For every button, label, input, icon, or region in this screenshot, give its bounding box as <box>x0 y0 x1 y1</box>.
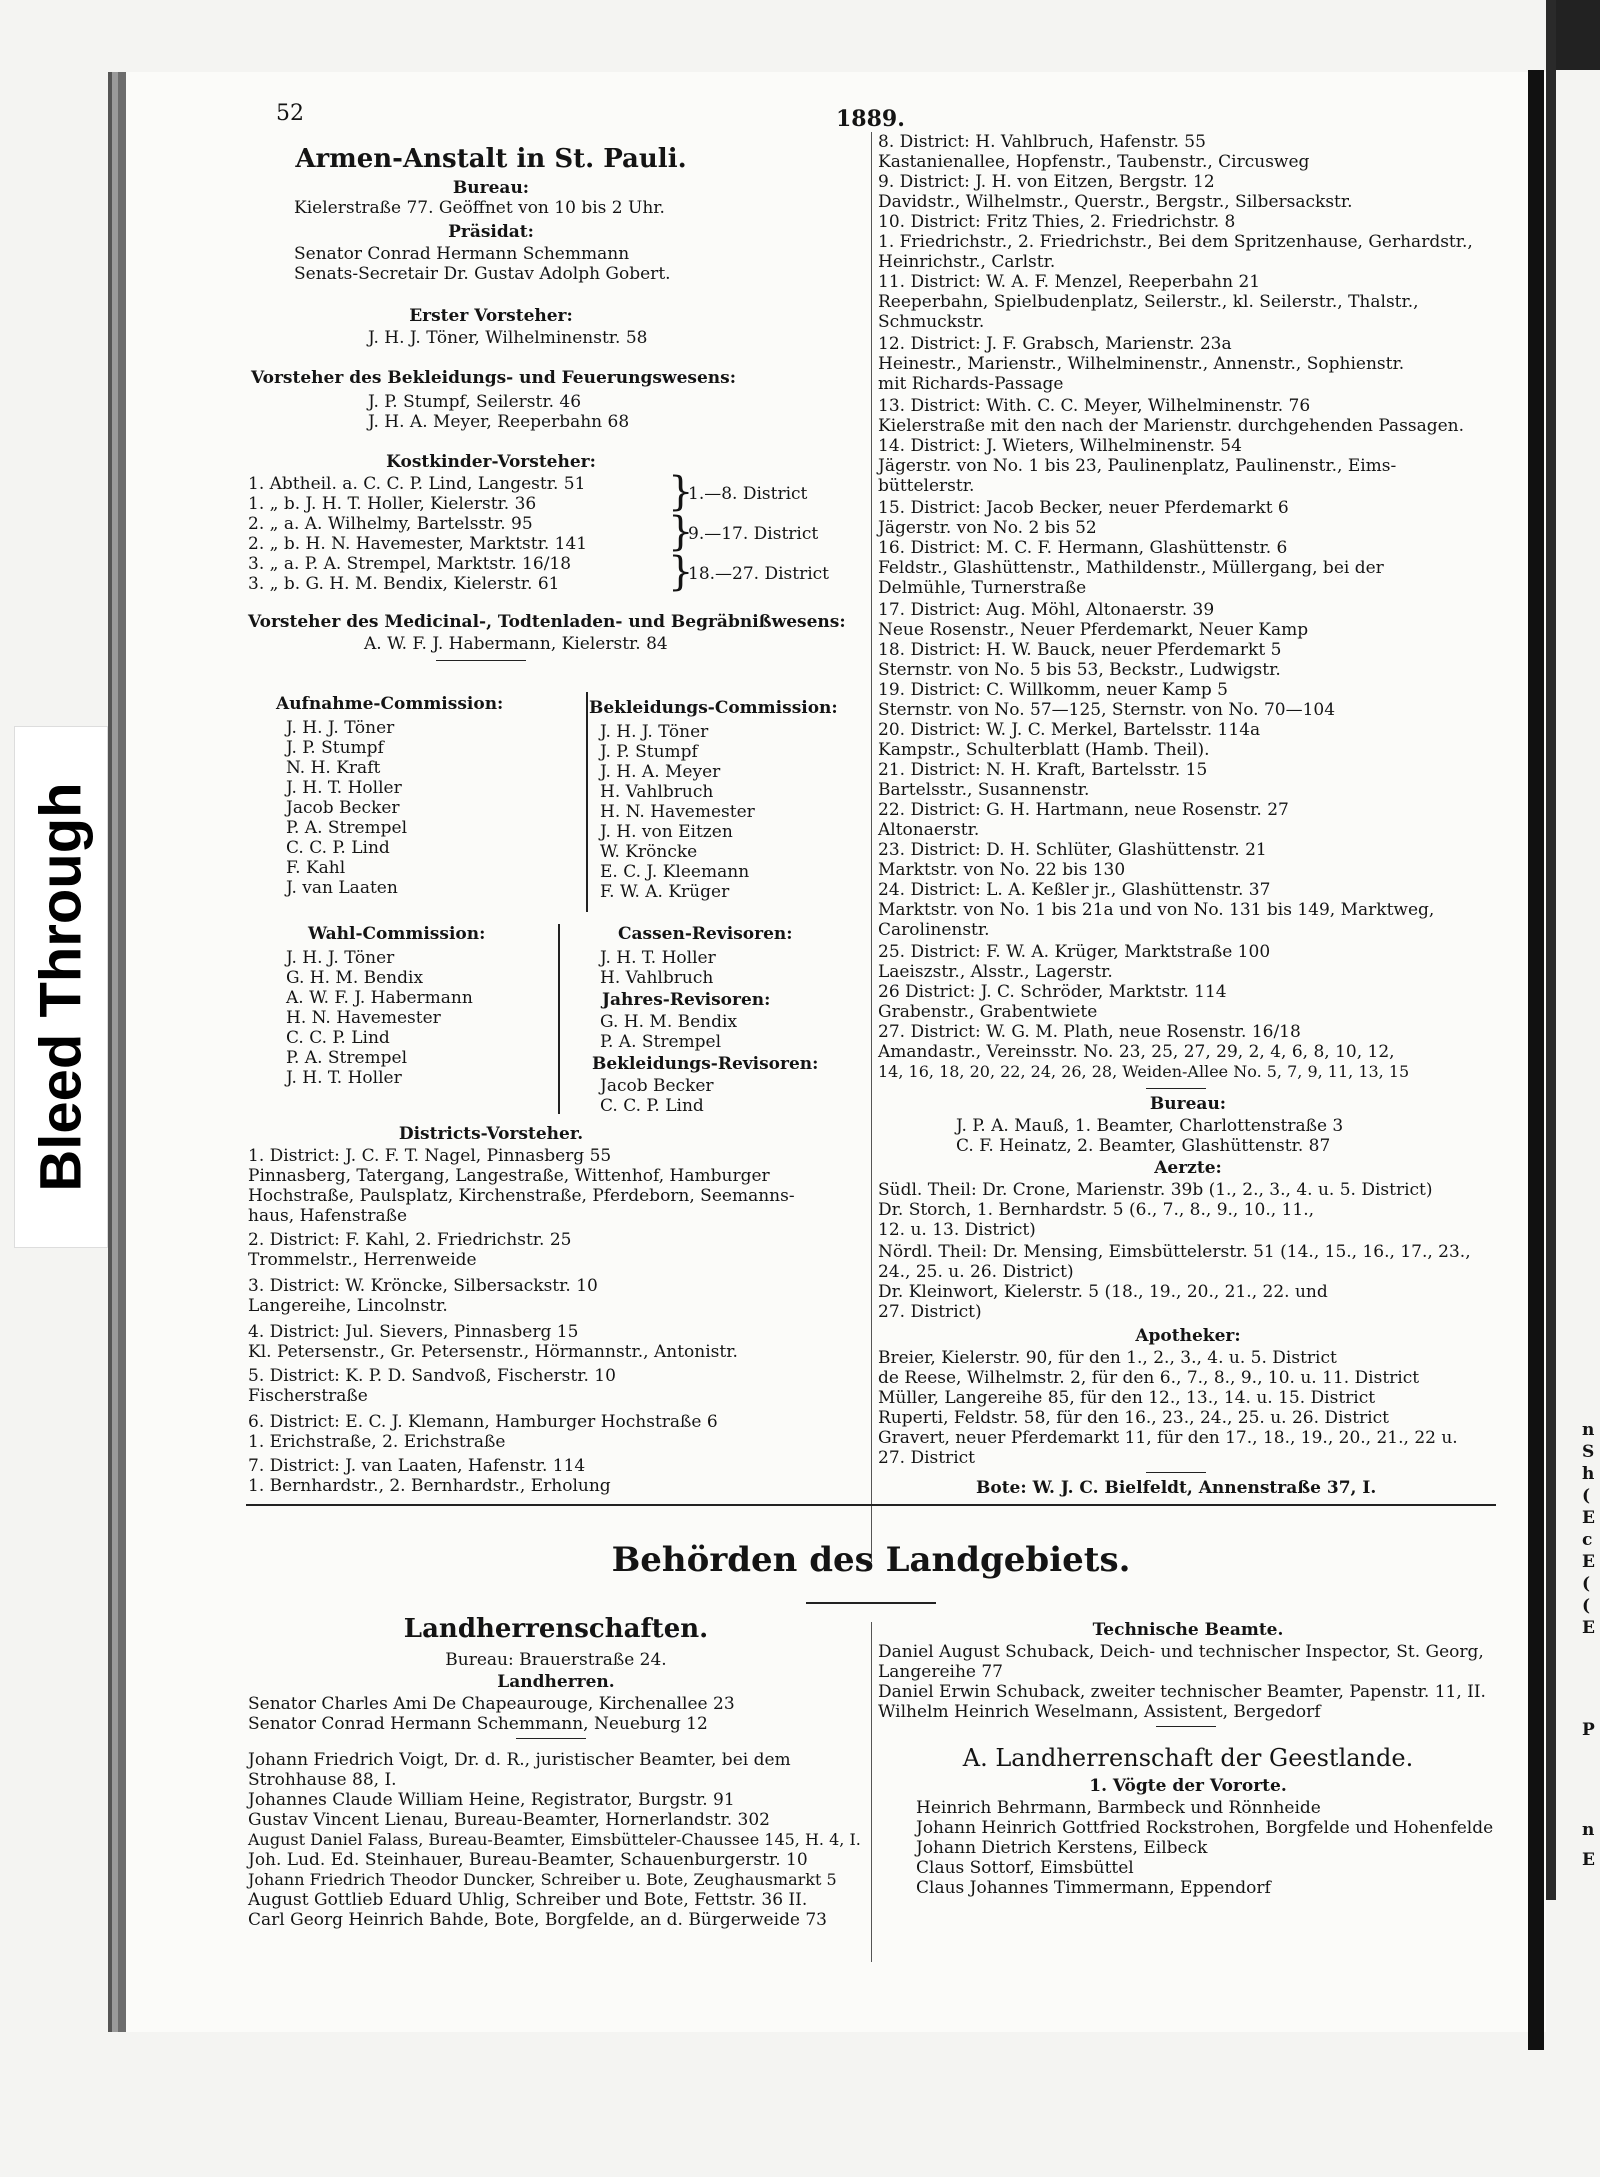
margin-fragment: ( <box>1582 1574 1591 1594</box>
medicinal-heading: Vorsteher des Medicinal-, Todtenladen- und Begräbnißwesens: <box>248 612 846 632</box>
district-line: Heinrichstr., Carlstr. <box>878 252 1056 272</box>
section-title-landgebiet: Behörden des Landgebiets. <box>611 1540 1131 1580</box>
apotheker-line: de Reese, Wilhelmstr. 2, für den 6., 7., 8., 9., 10. u. 11. District <box>878 1368 1420 1388</box>
geestlande-heading: A. Landherrenschaft der Geestlande. <box>962 1744 1414 1772</box>
aerzte-line: Südl. Theil: Dr. Crone, Marienstr. 39b (1., 2., 3., 4. u. 5. District) <box>878 1180 1433 1200</box>
district-line: 5. District: K. P. D. Sandvoß, Fischerstr. 10 <box>248 1366 616 1386</box>
bote-line: Bote: W. J. C. Bielfeldt, Annenstraße 37, I. <box>976 1478 1377 1498</box>
staff-line: August Gottlieb Eduard Uhlig, Schreiber und Bote, Fettstr. 36 II. <box>248 1890 808 1910</box>
erster-vorsteher: J. H. J. Töner, Wilhelminenstr. 58 <box>368 328 648 348</box>
district-line: Jägerstr. von No. 1 bis 23, Paulinenplatz, Paulinenstr., Eims- <box>878 456 1397 476</box>
bekleidungs-member: F. W. A. Krüger <box>600 882 730 902</box>
district-line: Neue Rosenstr., Neuer Pferdemarkt, Neuer Kamp <box>878 620 1309 640</box>
district-line: Fischerstraße <box>248 1386 368 1406</box>
district-line: büttelerstr. <box>878 476 975 496</box>
aerzte-line: 12. u. 13. District) <box>878 1220 1036 1240</box>
bekleidungs-member: J. P. Stumpf <box>600 742 698 762</box>
district-line: 1. District: J. C. F. T. Nagel, Pinnasberg 55 <box>248 1146 612 1166</box>
aufnahme-member: J. H. T. Holler <box>286 778 402 798</box>
district-line: Marktstr. von No. 22 bis 130 <box>878 860 1126 880</box>
landherren-bureau: Bureau: Brauerstraße 24. <box>445 1650 667 1670</box>
district-line: haus, Hafenstraße <box>248 1206 408 1226</box>
landherren-heading: Landherren. <box>497 1672 615 1692</box>
district-line: 1. Bernhardstr., 2. Bernhardstr., Erholung <box>248 1476 611 1496</box>
district-line: 3. District: W. Kröncke, Silbersackstr. 10 <box>248 1276 598 1296</box>
district-line: 6. District: E. C. J. Klemann, Hamburger Hochstraße 6 <box>248 1412 718 1432</box>
aufnahme-heading: Aufnahme-Commission: <box>276 694 504 714</box>
column-divider <box>558 924 560 1114</box>
page-year: 1889. <box>836 106 905 132</box>
staff-line: Joh. Lud. Ed. Steinhauer, Bureau-Beamter, Schauenburgerstr. 10 <box>248 1850 808 1870</box>
district-line: Kampstr., Schulterblatt (Hamb. Theil). <box>878 740 1210 760</box>
district-line: 1. Friedrichstr., 2. Friedrichstr., Bei dem Spritzenhause, Gerhardstr., <box>878 232 1473 252</box>
staff-line: Johann Friedrich Theodor Duncker, Schreiber u. Bote, Zeughausmarkt 5 <box>248 1870 837 1889</box>
voegte-heading: 1. Vögte der Vororte. <box>1089 1776 1287 1796</box>
district-line: Kastanienallee, Hopfenstr., Taubenstr., Circusweg <box>878 152 1310 172</box>
wahl-commission-heading: Wahl-Commission: <box>308 924 486 944</box>
bureau-line: Kielerstraße 77. Geöffnet von 10 bis 2 Uhr. <box>294 198 665 218</box>
district-line: Sternstr. von No. 57—125, Sternstr. von No. 70—104 <box>878 700 1336 720</box>
district-line: Delmühle, Turnerstraße <box>878 578 1087 598</box>
district-line: 19. District: C. Willkomm, neuer Kamp 5 <box>878 680 1228 700</box>
erster-vorsteher-heading: Erster Vorsteher: <box>409 306 573 326</box>
district-line: Altonaerstr. <box>878 820 980 840</box>
praesidat-heading: Präsidat: <box>448 222 534 242</box>
district-line: Pinnasberg, Tatergang, Langestraße, Wittenhof, Hamburger <box>248 1166 770 1186</box>
bureau-staff: J. P. A. Mauß, 1. Beamter, Charlottenstraße 3 <box>956 1116 1344 1136</box>
kostkinder-line: 1. „ b. J. H. T. Holler, Kielerstr. 36 <box>248 494 537 514</box>
margin-fragment: E <box>1582 1552 1595 1572</box>
district-line: 14. District: J. Wieters, Wilhelminenstr. 54 <box>878 436 1242 456</box>
wahl-member: J. H. J. Töner <box>286 948 395 968</box>
margin-fragment: n <box>1582 1820 1595 1840</box>
district-line: 27. District: W. G. M. Plath, neue Rosenstr. 16/18 <box>878 1022 1301 1042</box>
district-line: Davidstr., Wilhelmstr., Querstr., Bergstr., Silbersackstr. <box>878 192 1353 212</box>
district-line: 7. District: J. van Laaten, Hafenstr. 114 <box>248 1456 586 1476</box>
district-line: 4. District: Jul. Sievers, Pinnasberg 15 <box>248 1322 579 1342</box>
page-number: 52 <box>276 101 304 126</box>
cassen-member: H. Vahlbruch <box>600 968 714 988</box>
kostkinder-line: 1. Abtheil. a. C. C. P. Lind, Langestr. 51 <box>248 474 586 494</box>
aerzte-line: Dr. Storch, 1. Bernhardstr. 5 (6., 7., 8., 9., 10., 11., <box>878 1200 1315 1220</box>
divider <box>1146 1088 1206 1089</box>
bekleidungs-member: J. H. von Eitzen <box>600 822 733 842</box>
district-line: 11. District: W. A. F. Menzel, Reeperbahn 21 <box>878 272 1261 292</box>
medicinal-line: A. W. F. J. Habermann, Kielerstr. 84 <box>364 634 668 654</box>
praesidat-line: Senats-Secretair Dr. Gustav Adolph Gobert. <box>294 264 671 284</box>
jahres-member: G. H. M. Bendix <box>600 1012 738 1032</box>
district-line: Langereihe, Lincolnstr. <box>248 1296 448 1316</box>
bekleidungs-commission-heading: Bekleidungs-Commission: <box>589 698 838 718</box>
bureau-heading-right: Bureau: <box>1149 1094 1227 1114</box>
divider <box>516 1738 586 1739</box>
aerzte-line: Nördl. Theil: Dr. Mensing, Eimsbüttelerstr. 51 (14., 15., 16., 17., 23., <box>878 1242 1471 1262</box>
district-line: 10. District: Fritz Thies, 2. Friedrichstr. 8 <box>878 212 1236 232</box>
district-line: 16. District: M. C. F. Hermann, Glashüttenstr. 6 <box>878 538 1288 558</box>
margin-fragment: c <box>1582 1530 1593 1550</box>
district-line: Feldstr., Glashüttenstr., Mathildenstr., Müllergang, bei der <box>878 558 1384 578</box>
margin-fragment: S <box>1582 1442 1595 1462</box>
aufnahme-member: J. P. Stumpf <box>286 738 384 758</box>
margin-fragment: ( <box>1582 1486 1591 1506</box>
aerzte-heading: Aerzte: <box>1154 1158 1222 1178</box>
bekleidungs-member: J. H. A. Meyer <box>600 762 721 782</box>
kostkinder-district: 1.—8. District <box>688 484 808 504</box>
district-line: Marktstr. von No. 1 bis 21a und von No. 131 bis 149, Marktweg, <box>878 900 1435 920</box>
technische-beamte-heading: Technische Beamte. <box>1092 1620 1284 1640</box>
bleed-through-label <box>14 726 108 1248</box>
wahl-member: C. C. P. Lind <box>286 1028 390 1048</box>
column-separator <box>871 1622 872 1962</box>
district-line: Kl. Petersenstr., Gr. Petersenstr., Hörmannstr., Antonistr. <box>248 1342 738 1362</box>
aufnahme-member: P. A. Strempel <box>286 818 408 838</box>
district-line: 1. Erichstraße, 2. Erichstraße <box>248 1432 506 1452</box>
apotheker-heading: Apotheker: <box>1135 1326 1241 1346</box>
cassen-revisoren-heading: Cassen-Revisoren: <box>618 924 793 944</box>
bekleidungs-revisoren-heading: Bekleidungs-Revisoren: <box>592 1054 819 1074</box>
staff-line: Gustav Vincent Lienau, Bureau-Beamter, Hornerlandstr. 302 <box>248 1810 771 1830</box>
district-line: 18. District: H. W. Bauck, neuer Pferdemarkt 5 <box>878 640 1282 660</box>
bekleidungs-member: W. Kröncke <box>600 842 698 862</box>
bekleidung-line: J. H. A. Meyer, Reeperbahn 68 <box>368 412 630 432</box>
district-line: Amandastr., Vereinsstr. No. 23, 25, 27, 29, 2, 4, 6, 8, 10, 12, <box>878 1042 1395 1062</box>
district-line: 14, 16, 18, 20, 22, 24, 26, 28, Weiden-Allee No. 5, 7, 9, 11, 13, 15 <box>878 1062 1410 1081</box>
staff-line: Johann Friedrich Voigt, Dr. d. R., juristischer Beamter, bei dem <box>248 1750 791 1770</box>
praesidat-line: Senator Conrad Hermann Schemmann <box>294 244 630 264</box>
district-line: Laeiszstr., Alsstr., Lagerstr. <box>878 962 1113 982</box>
staff-line: Strohhause 88, I. <box>248 1770 397 1790</box>
district-line: 12. District: J. F. Grabsch, Marienstr. 23a <box>878 334 1232 354</box>
aerzte-line: Dr. Kleinwort, Kielerstr. 5 (18., 19., 20., 21., 22. und <box>878 1282 1328 1302</box>
aufnahme-member: F. Kahl <box>286 858 346 878</box>
vogt-line: Claus Sottorf, Eimsbüttel <box>916 1858 1134 1878</box>
district-line: Sternstr. von No. 5 bis 53, Beckstr., Ludwigstr. <box>878 660 1281 680</box>
margin-fragment: E <box>1582 1618 1595 1638</box>
jahres-revisoren-heading: Jahres-Revisoren: <box>602 990 771 1010</box>
aerzte-line: 24., 25. u. 26. District) <box>878 1262 1074 1282</box>
divider <box>806 1602 936 1604</box>
wahl-member: H. N. Havemester <box>286 1008 441 1028</box>
wahl-member: P. A. Strempel <box>286 1048 408 1068</box>
staff-line: Johannes Claude William Heine, Registrator, Burgstr. 91 <box>248 1790 735 1810</box>
apotheker-line: 27. District <box>878 1448 975 1468</box>
staff-line: August Daniel Falass, Bureau-Beamter, Eimsbütteler-Chaussee 145, H. 4, I. <box>248 1830 861 1849</box>
district-line: 21. District: N. H. Kraft, Bartelsstr. 15 <box>878 760 1208 780</box>
scan-edge-right <box>1528 70 1544 2050</box>
aufnahme-member: N. H. Kraft <box>286 758 381 778</box>
aufnahme-member: J. H. J. Töner <box>286 718 395 738</box>
district-line: 17. District: Aug. Möhl, Altonaerstr. 39 <box>878 600 1215 620</box>
bekl-rev-member: C. C. P. Lind <box>600 1096 704 1116</box>
district-line: 2. District: F. Kahl, 2. Friedrichstr. 25 <box>248 1230 572 1250</box>
landherr: Senator Charles Ami De Chapeaurouge, Kirchenallee 23 <box>248 1694 735 1714</box>
district-line: Hochstraße, Paulsplatz, Kirchenstraße, Pferdeborn, Seemanns- <box>248 1186 795 1206</box>
vogt-line: Claus Johannes Timmermann, Eppendorf <box>916 1878 1271 1898</box>
bureau-staff: C. F. Heinatz, 2. Beamter, Glashüttenstr. 87 <box>956 1136 1331 1156</box>
bureau-heading: Bureau: <box>452 178 530 198</box>
district-line: 8. District: H. Vahlbruch, Hafenstr. 55 <box>878 132 1206 152</box>
district-line: 15. District: Jacob Becker, neuer Pferdemarkt 6 <box>878 498 1289 518</box>
bracket: } <box>668 469 694 515</box>
margin-fragment: n <box>1582 1420 1595 1440</box>
wahl-member: A. W. F. J. Habermann <box>286 988 473 1008</box>
district-line: 9. District: J. H. von Eitzen, Bergstr. 12 <box>878 172 1215 192</box>
kostkinder-heading: Kostkinder-Vorsteher: <box>386 452 596 472</box>
district-line: 24. District: L. A. Keßler jr., Glashüttenstr. 37 <box>878 880 1271 900</box>
landherr: Senator Conrad Hermann Schemmann, Neueburg 12 <box>248 1714 708 1734</box>
jahres-member: P. A. Strempel <box>600 1032 722 1052</box>
district-line: 13. District: With. C. C. Meyer, Wilhelminenstr. 76 <box>878 396 1311 416</box>
bekleidung-heading: Vorsteher des Bekleidungs- und Feuerungswesens: <box>251 368 736 388</box>
district-line: 25. District: F. W. A. Krüger, Marktstraße 100 <box>878 942 1271 962</box>
bekl-rev-member: Jacob Becker <box>600 1076 714 1096</box>
district-line: Heinestr., Marienstr., Wilhelminenstr., Annenstr., Sophienstr. <box>878 354 1405 374</box>
district-line: Jägerstr. von No. 2 bis 52 <box>878 518 1097 538</box>
margin-fragment: P <box>1582 1720 1595 1740</box>
district-line: mit Richards-Passage <box>878 374 1064 394</box>
technische-line: Daniel Erwin Schuback, zweiter technischer Beamter, Papenstr. 11, II. <box>878 1682 1486 1702</box>
margin-fragment: E <box>1582 1850 1595 1870</box>
technische-line: Wilhelm Heinrich Weselmann, Assistent, Bergedorf <box>878 1702 1321 1722</box>
district-line: Grabenstr., Grabentwiete <box>878 1002 1098 1022</box>
apotheker-line: Breier, Kielerstr. 90, für den 1., 2., 3., 4. u. 5. District <box>878 1348 1337 1368</box>
bekleidungs-member: H. Vahlbruch <box>600 782 714 802</box>
kostkinder-district: 9.—17. District <box>688 524 819 544</box>
district-line: Carolinenstr. <box>878 920 990 940</box>
apotheker-line: Gravert, neuer Pferdemarkt 11, für den 17., 18., 19., 20., 21., 22 u. <box>878 1428 1458 1448</box>
aerzte-line: 27. District) <box>878 1302 982 1322</box>
apotheker-line: Ruperti, Feldstr. 58, für den 16., 23., 24., 25. u. 26. District <box>878 1408 1389 1428</box>
staff-line: Carl Georg Heinrich Bahde, Bote, Borgfelde, an d. Bürgerweide 73 <box>248 1910 827 1930</box>
cassen-member: J. H. T. Holler <box>600 948 716 968</box>
bracket: } <box>668 509 694 555</box>
scan-edge-top <box>1555 0 1600 70</box>
aufnahme-member: C. C. P. Lind <box>286 838 390 858</box>
districts-vorsteher-heading: Districts-Vorsteher. <box>398 1124 584 1144</box>
section-rule <box>246 1504 1496 1506</box>
district-line: 20. District: W. J. C. Merkel, Bartelsstr. 114a <box>878 720 1261 740</box>
kostkinder-line: 3. „ a. P. A. Strempel, Marktstr. 16/18 <box>248 554 572 574</box>
bekleidung-line: J. P. Stumpf, Seilerstr. 46 <box>368 392 582 412</box>
divider <box>1156 1726 1216 1727</box>
district-line: Reeperbahn, Spielbudenplatz, Seilerstr., kl. Seilerstr., Thalstr., <box>878 292 1419 312</box>
bleed-through-text: Bleed Through <box>28 782 94 1192</box>
column-divider <box>586 692 588 912</box>
bekleidungs-member: H. N. Havemester <box>600 802 755 822</box>
vogt-line: Heinrich Behrmann, Barmbeck und Rönnheide <box>916 1798 1321 1818</box>
technische-line: Daniel August Schuback, Deich- und technischer Inspector, St. Georg, <box>878 1642 1484 1662</box>
divider <box>1146 1472 1206 1473</box>
kostkinder-district: 18.—27. District <box>688 564 830 584</box>
kostkinder-line: 2. „ b. H. N. Havemester, Marktstr. 141 <box>248 534 588 554</box>
wahl-member: G. H. M. Bendix <box>286 968 424 988</box>
vogt-line: Johann Dietrich Kerstens, Eilbeck <box>916 1838 1208 1858</box>
district-line: 26 District: J. C. Schröder, Marktstr. 114 <box>878 982 1227 1002</box>
margin-fragment: E <box>1582 1508 1595 1528</box>
bekleidungs-member: J. H. J. Töner <box>600 722 709 742</box>
wahl-member: J. H. T. Holler <box>286 1068 402 1088</box>
district-line: 22. District: G. H. Hartmann, neue Rosenstr. 27 <box>878 800 1289 820</box>
district-line: Kielerstraße mit den nach der Marienstr. durchgehenden Passagen. <box>878 416 1465 436</box>
technische-line: Langereihe 77 <box>878 1662 1003 1682</box>
document-page <box>118 72 1546 2032</box>
district-line: 23. District: D. H. Schlüter, Glashüttenstr. 21 <box>878 840 1267 860</box>
margin-fragment: h <box>1582 1464 1595 1484</box>
kostkinder-line: 2. „ a. A. Wilhelmy, Bartelsstr. 95 <box>248 514 533 534</box>
aufnahme-member: Jacob Becker <box>286 798 400 818</box>
section-title-armen-anstalt: Armen-Anstalt in St. Pauli. <box>295 144 687 174</box>
scan-edge-binding <box>1546 0 1556 1900</box>
margin-fragment: ( <box>1582 1596 1591 1616</box>
apotheker-line: Müller, Langereihe 85, für den 12., 13., 14. u. 15. District <box>878 1388 1376 1408</box>
bracket: } <box>668 549 694 595</box>
aufnahme-member: J. van Laaten <box>286 878 398 898</box>
district-line: Bartelsstr., Susannenstr. <box>878 780 1090 800</box>
district-line: Trommelstr., Herrenweide <box>248 1250 477 1270</box>
bekleidungs-member: E. C. J. Kleemann <box>600 862 750 882</box>
district-line: Schmuckstr. <box>878 312 985 332</box>
kostkinder-line: 3. „ b. G. H. M. Bendix, Kielerstr. 61 <box>248 574 560 594</box>
vogt-line: Johann Heinrich Gottfried Rockstrohen, Borgfelde und Hohenfelde <box>916 1818 1494 1838</box>
landherrenschaften-title: Landherrenschaften. <box>403 1614 709 1644</box>
column-separator <box>871 132 872 1562</box>
divider <box>436 660 526 661</box>
